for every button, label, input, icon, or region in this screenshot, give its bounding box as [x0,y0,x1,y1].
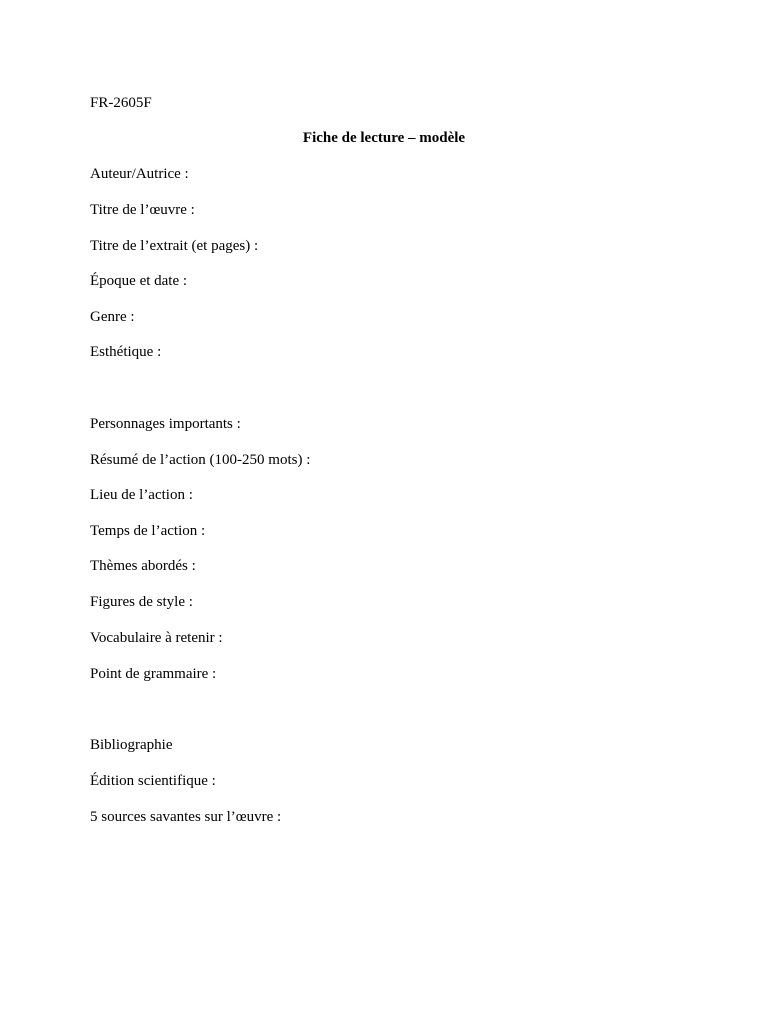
field-author: Auteur/Autrice : [90,166,189,182]
field-characters: Personnages importants : [90,416,241,432]
document-title: Fiche de lecture – modèle [302,130,466,146]
field-grammar-point: Point de grammaire : [90,666,217,682]
field-time: Temps de l’action : [90,523,206,539]
field-vocabulary: Vocabulaire à retenir : [90,630,223,646]
field-scholarly-edition: Édition scientifique : [90,773,216,789]
course-code: FR-2605F [90,95,152,111]
field-excerpt-title: Titre de l’extrait (et pages) : [90,238,259,254]
field-period-date: Époque et date : [90,273,188,289]
field-scholarly-sources: 5 sources savantes sur l’œuvre : [90,809,282,825]
bibliography-heading: Bibliographie [90,737,173,753]
field-place: Lieu de l’action : [90,487,193,503]
field-work-title: Titre de l’œuvre : [90,202,195,218]
field-aesthetic: Esthétique : [90,344,162,360]
field-themes: Thèmes abordés : [90,558,196,574]
field-figures-of-speech: Figures de style : [90,594,193,610]
field-summary: Résumé de l’action (100-250 mots) : [90,452,311,468]
field-genre: Genre : [90,309,135,325]
